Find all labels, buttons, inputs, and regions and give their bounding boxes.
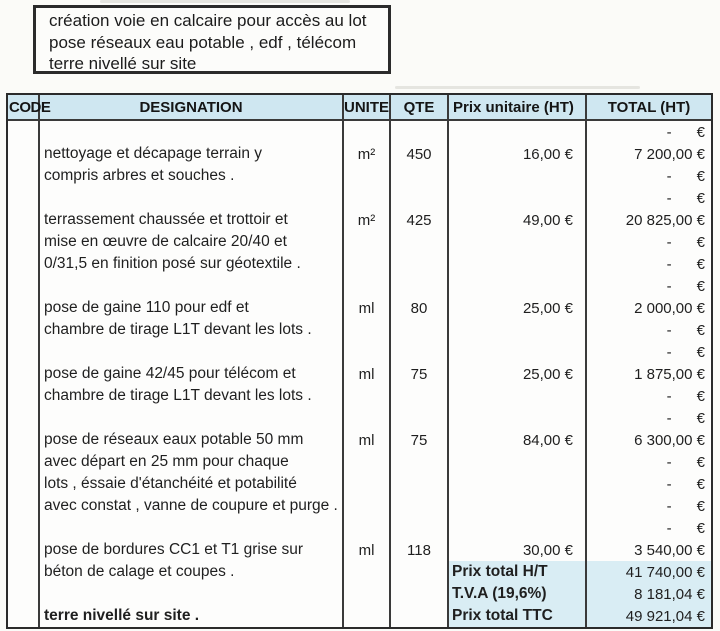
header-qte: QTE (391, 95, 449, 119)
note-line-2: pose réseaux eau potable , edf , télécom (49, 32, 357, 52)
code-cell-12 (8, 363, 38, 385)
code-cell-1 (8, 121, 38, 143)
designation-cell-13: chambre de tirage L1T devant les lots . (44, 387, 312, 404)
prix-unitaire-cell-8 (449, 275, 585, 297)
column-prix (449, 121, 587, 627)
code-cell-17 (8, 473, 38, 495)
column-qte (391, 121, 449, 627)
prix-unitaire-cell-2: 16,00 € (522, 145, 573, 163)
unite-cell-16 (344, 451, 389, 473)
unite-cell-12: ml (358, 365, 375, 383)
total-cell-9: 2 000,00 € (634, 299, 705, 317)
devis-table (6, 93, 713, 629)
header-prix-unitaire: Prix unitaire (HT) (449, 95, 587, 119)
unite-cell-10 (344, 319, 389, 341)
qte-cell-22 (391, 583, 447, 605)
unite-cell-19 (344, 517, 389, 539)
unite-cell-23 (344, 605, 389, 627)
designation-cell-12: pose de gaine 42/45 pour télécom et (44, 365, 296, 382)
designation-cell-11 (40, 341, 342, 363)
qte-cell-2: 450 (406, 145, 432, 163)
prix-unitaire-cell-16 (449, 451, 585, 473)
code-cell-7 (8, 253, 38, 275)
code-cell-4 (8, 187, 38, 209)
total-cell-13: - € (666, 387, 705, 405)
code-cell-8 (8, 275, 38, 297)
qte-cell-5: 425 (406, 211, 432, 229)
header-designation: DESIGNATION (40, 95, 344, 119)
total-cell-22: 8 181,04 € (587, 583, 711, 605)
code-cell-9 (8, 297, 38, 319)
prix-unitaire-cell-17 (449, 473, 585, 495)
prix-unitaire-cell-14 (449, 407, 585, 429)
total-cell-20: 3 540,00 € (634, 541, 705, 559)
total-cell-8: - € (666, 277, 705, 295)
designation-cell-14 (40, 407, 342, 429)
code-cell-10 (8, 319, 38, 341)
unite-cell-21 (344, 561, 389, 583)
prix-unitaire-cell-20: 30,00 € (522, 541, 573, 559)
code-cell-3 (8, 165, 38, 187)
prix-unitaire-cell-10 (449, 319, 585, 341)
total-cell-21: 41 740,00 € (587, 561, 711, 583)
note-line-1: création voie en calcaire pour accès au lot (49, 11, 367, 30)
total-cell-17: - € (666, 475, 705, 493)
unite-cell-2: m² (357, 145, 376, 163)
designation-cell-4 (40, 187, 342, 209)
prix-unitaire-cell-22: T.V.A (19,6%) (449, 583, 585, 605)
header-total: TOTAL (HT) (607, 98, 691, 116)
total-cell-23: 49 921,04 € (587, 605, 711, 627)
designation-cell-23: terre nivellé sur site . (44, 607, 200, 624)
qte-cell-15: 75 (410, 431, 428, 449)
designation-cell-21: béton de calage et coupes . (44, 563, 235, 580)
prix-unitaire-cell-1 (449, 121, 585, 143)
total-cell-2: 7 200,00 € (634, 145, 705, 163)
qte-cell-20: 118 (407, 541, 431, 559)
designation-cell-18: avec constat , vanne de coupure et purge . (44, 497, 338, 514)
unite-cell-15: ml (358, 431, 375, 449)
unite-cell-6 (344, 231, 389, 253)
total-cell-7: - € (666, 255, 705, 273)
total-cell-16: - € (666, 453, 705, 471)
designation-cell-1 (40, 121, 342, 143)
qte-cell-6 (391, 231, 447, 253)
unite-cell-13 (344, 385, 389, 407)
designation-cell-19 (40, 517, 342, 539)
designation-cell-20: pose de bordures CC1 et T1 grise sur (44, 541, 304, 558)
unite-cell-22 (344, 583, 389, 605)
code-cell-6 (8, 231, 38, 253)
total-cell-19: - € (666, 519, 705, 537)
prix-unitaire-cell-12: 25,00 € (522, 365, 573, 383)
code-cell-20 (8, 539, 38, 561)
unite-cell-18 (344, 495, 389, 517)
unite-cell-11 (344, 341, 389, 363)
qte-cell-9: 80 (410, 299, 428, 317)
total-cell-6: - € (666, 233, 705, 251)
code-cell-18 (8, 495, 38, 517)
column-designation (40, 121, 344, 627)
scan-artifact-streak (395, 86, 640, 89)
total-cell-12: 1 875,00 € (634, 365, 705, 383)
qte-cell-12: 75 (410, 365, 428, 383)
designation-cell-3: compris arbres et souches . (44, 167, 235, 184)
code-cell-23 (8, 605, 38, 627)
designation-cell-15: pose de réseaux eaux potable 50 mm (44, 431, 304, 448)
qte-cell-4 (391, 187, 447, 209)
total-cell-4: - € (666, 189, 705, 207)
qte-cell-10 (391, 319, 447, 341)
description-note-box (33, 5, 391, 74)
qte-cell-1 (391, 121, 447, 143)
designation-cell-2: nettoyage et décapage terrain y (44, 145, 263, 162)
designation-cell-5: terrassement chaussée et trottoir et (44, 211, 288, 228)
column-total (587, 121, 711, 627)
designation-cell-22 (40, 583, 342, 605)
code-cell-13 (8, 385, 38, 407)
code-cell-11 (8, 341, 38, 363)
header-code: CODE (8, 95, 40, 119)
unite-cell-4 (344, 187, 389, 209)
designation-cell-7: 0/31,5 en finition posé sur géotextile . (44, 255, 301, 272)
total-cell-11: - € (666, 343, 705, 361)
total-cell-15: 6 300,00 € (634, 431, 705, 449)
column-code (8, 121, 40, 627)
code-cell-5 (8, 209, 38, 231)
code-cell-15 (8, 429, 38, 451)
prix-unitaire-cell-6 (449, 231, 585, 253)
column-unite (344, 121, 391, 627)
total-cell-14: - € (666, 409, 705, 427)
prix-unitaire-cell-21: Prix total H/T (449, 561, 585, 583)
header-unite: UNITE (344, 95, 391, 119)
qte-cell-23 (391, 605, 447, 627)
prix-unitaire-cell-9: 25,00 € (522, 299, 573, 317)
designation-cell-9: pose de gaine 110 pour edf et (44, 299, 249, 316)
qte-cell-13 (391, 385, 447, 407)
unite-cell-17 (344, 473, 389, 495)
designation-cell-6: mise en œuvre de calcaire 20/40 et (44, 233, 287, 250)
code-cell-2 (8, 143, 38, 165)
designation-cell-16: avec départ en 25 mm pour chaque (44, 453, 289, 470)
total-cell-5: 20 825,00 € (625, 211, 705, 229)
prix-unitaire-cell-7 (449, 253, 585, 275)
qte-cell-7 (391, 253, 447, 275)
note-line-3: terre nivellé sur site (49, 54, 197, 73)
total-cell-1: - € (666, 123, 705, 141)
designation-cell-10: chambre de tirage L1T devant les lots . (44, 321, 312, 338)
code-cell-19 (8, 517, 38, 539)
prix-unitaire-cell-4 (449, 187, 585, 209)
designation-cell-8 (40, 275, 342, 297)
total-cell-18: - € (666, 497, 705, 515)
table-body (8, 121, 711, 627)
table-header-row (8, 95, 711, 121)
unite-cell-3 (344, 165, 389, 187)
code-cell-14 (8, 407, 38, 429)
qte-cell-3 (391, 165, 447, 187)
prix-unitaire-cell-23: Prix total TTC (449, 605, 585, 627)
unite-cell-7 (344, 253, 389, 275)
unite-cell-9: ml (358, 299, 375, 317)
prix-unitaire-cell-15: 84,00 € (522, 431, 573, 449)
qte-cell-21 (391, 561, 447, 583)
prix-unitaire-cell-11 (449, 341, 585, 363)
code-cell-16 (8, 451, 38, 473)
prix-unitaire-cell-18 (449, 495, 585, 517)
qte-cell-17 (391, 473, 447, 495)
total-cell-10: - € (666, 321, 705, 339)
total-cell-3: - € (666, 167, 705, 185)
qte-cell-14 (391, 407, 447, 429)
code-cell-21 (8, 561, 38, 583)
qte-cell-18 (391, 495, 447, 517)
qte-cell-19 (391, 517, 447, 539)
prix-unitaire-cell-13 (449, 385, 585, 407)
prix-unitaire-cell-5: 49,00 € (522, 211, 573, 229)
unite-cell-20: ml (358, 541, 375, 559)
code-cell-22 (8, 583, 38, 605)
prix-unitaire-cell-19 (449, 517, 585, 539)
qte-cell-8 (391, 275, 447, 297)
unite-cell-14 (344, 407, 389, 429)
scan-artifact-streak (100, 0, 350, 3)
unite-cell-5: m² (357, 211, 376, 229)
unite-cell-1 (344, 121, 389, 143)
qte-cell-11 (391, 341, 447, 363)
prix-unitaire-cell-3 (449, 165, 585, 187)
unite-cell-8 (344, 275, 389, 297)
qte-cell-16 (391, 451, 447, 473)
designation-cell-17: lots , éssaie d'étanchéité et potabilité (44, 475, 297, 492)
